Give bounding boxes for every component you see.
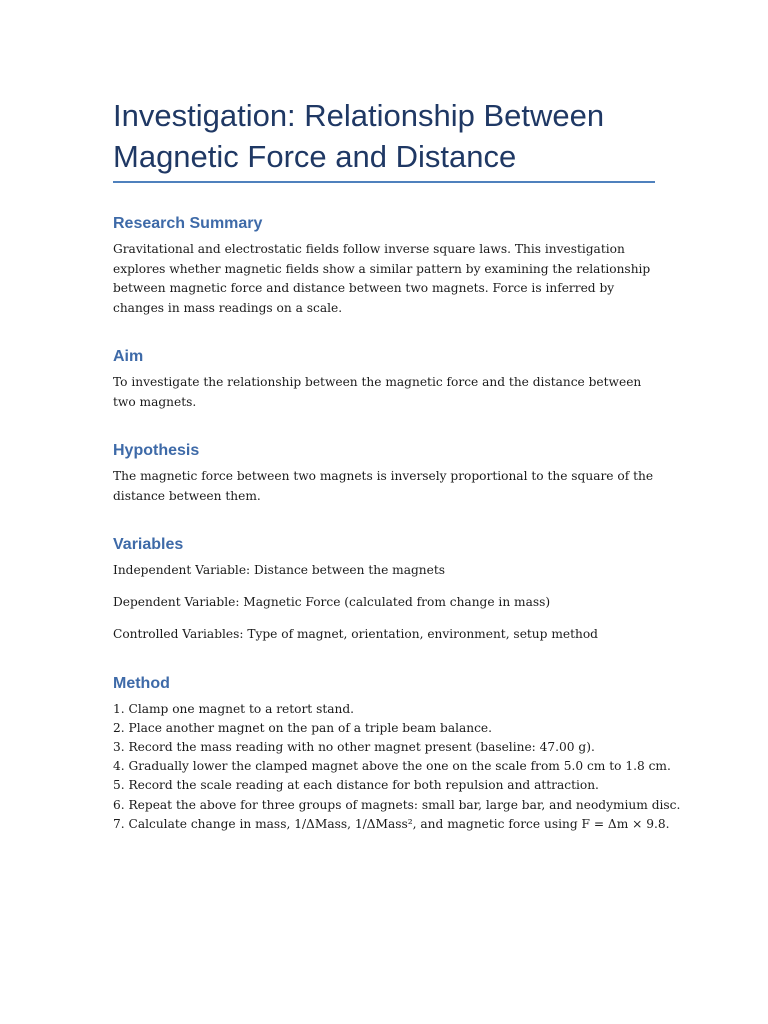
document-title: Investigation: Relationship Between Magnetic Force and Distance	[113, 98, 605, 174]
hypothesis-heading: Hypothesis	[113, 442, 200, 459]
method-step: 1. Clamp one magnet to a retort stand.	[113, 701, 355, 716]
aim-heading: Aim	[113, 348, 144, 365]
variables-section	[113, 535, 655, 645]
method-section	[113, 674, 681, 834]
document-page	[113, 95, 681, 834]
research-summary-heading: Research Summary	[113, 215, 263, 232]
method-step: 5. Record the scale reading at each distance for both repulsion and attraction.	[113, 778, 599, 793]
research-summary-text: Gravitational and electrostatic fields follow inverse square laws. This investigation explores whether magnetic fields show a similar pattern by examining the relationship between magnetic force and distance between two magnets. Force is inferred by changes in mass readings on a scale.	[113, 242, 651, 315]
research-summary-section	[113, 214, 655, 318]
independent-variable: Independent Variable: Distance between the magnets	[113, 563, 446, 577]
method-step: 4. Gradually lower the clamped magnet above the one on the scale from 5.0 cm to 1.8 cm.	[113, 759, 671, 774]
method-steps	[113, 700, 681, 834]
aim-text: To investigate the relationship between the magnetic force and the distance between two magnets.	[113, 375, 642, 409]
method-step: 3. Record the mass reading with no other magnet present (baseline: 47.00 g).	[113, 739, 595, 754]
hypothesis-section	[113, 441, 655, 506]
method-heading: Method	[113, 674, 170, 692]
controlled-variables: Controlled Variables: Type of magnet, orientation, environment, setup method	[113, 627, 598, 641]
hypothesis-text: The magnetic force between two magnets is inversely proportional to the square of the distance between them.	[113, 469, 654, 503]
method-step: 6. Repeat the above for three groups of magnets: small bar, large bar, and neodymium disc.	[113, 797, 681, 812]
method-step: 7. Calculate change in mass, 1/ΔMass, 1/ΔMass², and magnetic force using F = Δm × 9.8.	[113, 816, 670, 831]
method-step: 2. Place another magnet on the pan of a triple beam balance.	[113, 720, 493, 735]
dependent-variable: Dependent Variable: Magnetic Force (calculated from change in mass)	[113, 595, 551, 609]
aim-section	[113, 347, 655, 412]
title-divider	[113, 181, 655, 183]
variables-heading: Variables	[113, 536, 184, 553]
